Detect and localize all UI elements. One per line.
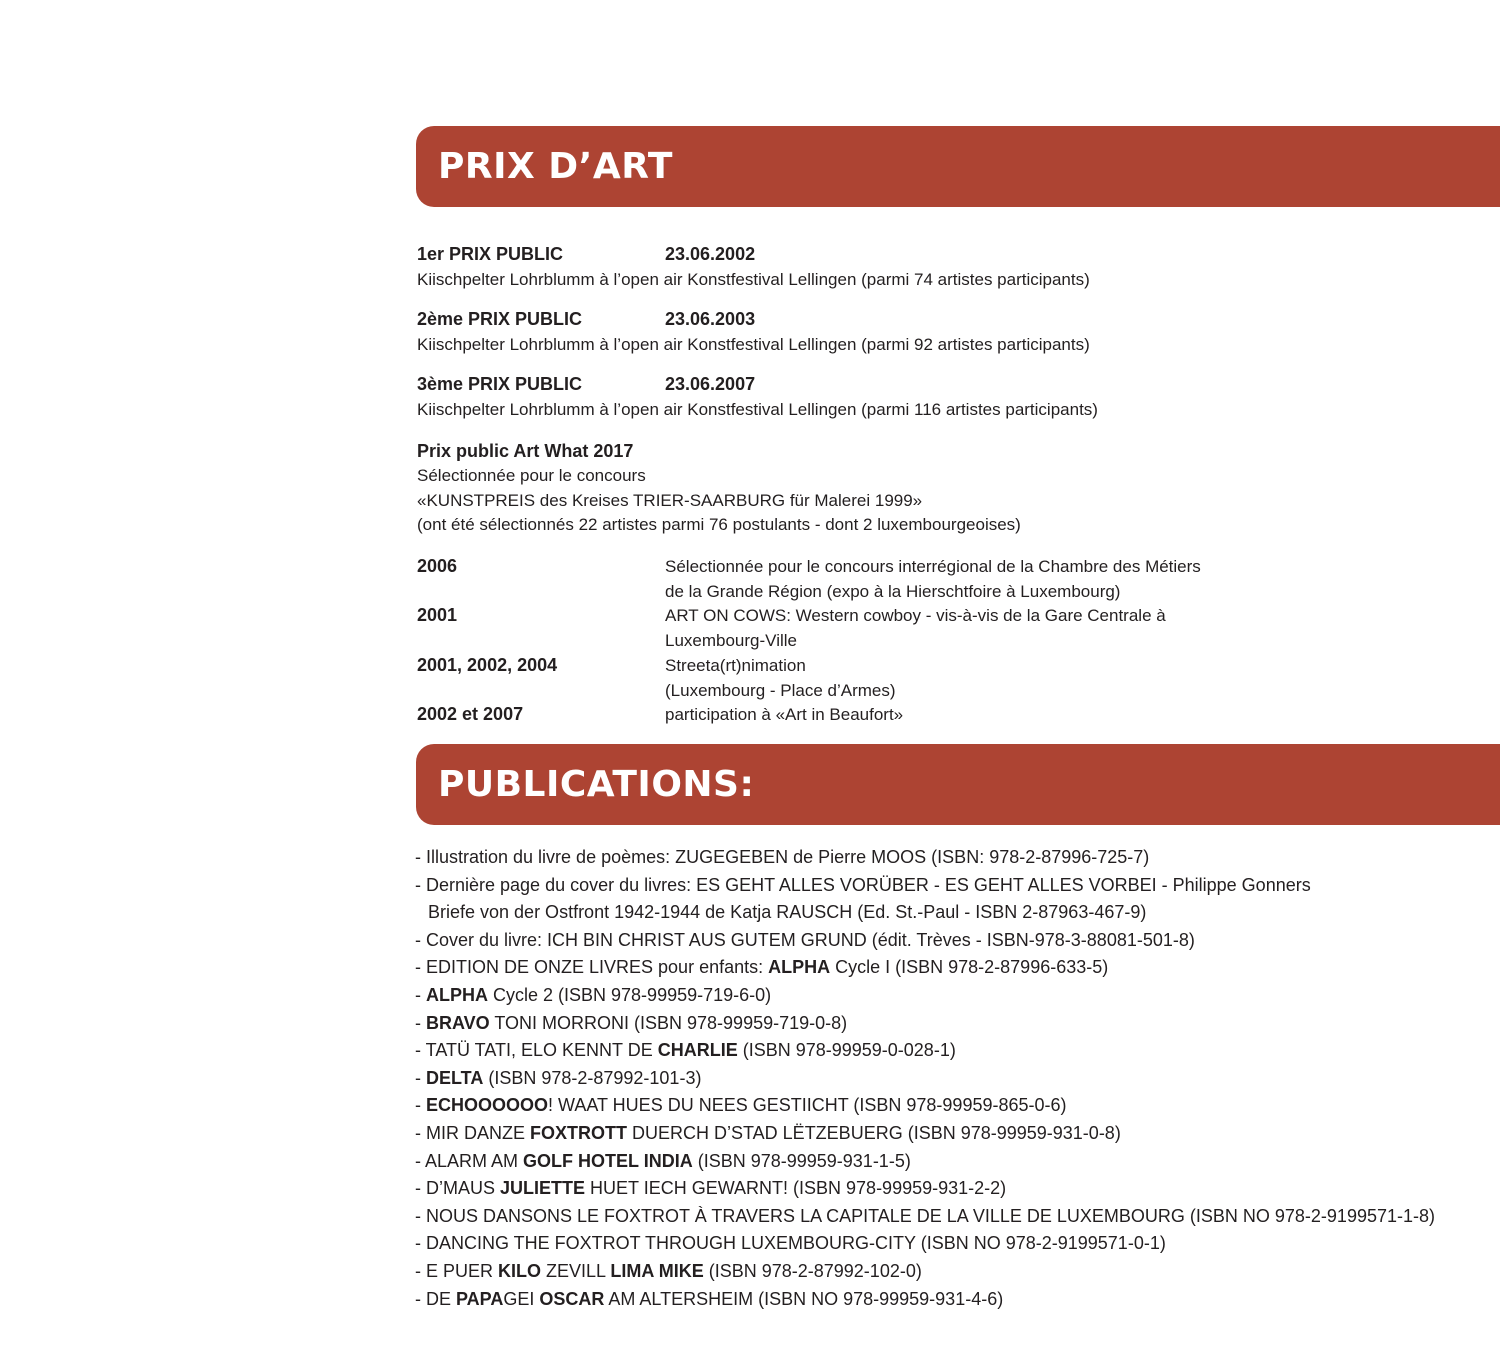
exhibition-text: Streeta(rt)nimation: [665, 656, 806, 675]
prize-description: Kiischpelter Lohrblumm à l’open air Konstfestival Lellingen (parmi 74 artistes participants): [417, 270, 1090, 289]
prize-title: 3ème PRIX PUBLIC: [417, 374, 583, 394]
art-what-block: [417, 439, 1417, 538]
art-what-line: Sélectionnée pour le concours: [417, 466, 646, 485]
publication-text: GEI: [503, 1288, 540, 1309]
publication-item: [415, 1148, 1495, 1176]
publication-title-bold: PAPA: [456, 1288, 504, 1309]
publication-item: [415, 1010, 1495, 1038]
publication-text: - Cover du livre: ICH BIN CHRIST AUS GUTEM GRUND (édit. Trèves - ISBN-978-3-88081-501-8): [415, 929, 1195, 950]
publication-item: [415, 872, 1495, 900]
publication-title-bold: ECHOOOOOO: [426, 1095, 549, 1116]
publication-text: - ALARM AM: [415, 1150, 524, 1171]
art-what-title: Prix public Art What 2017: [417, 441, 634, 461]
prize-title: 2ème PRIX PUBLIC: [417, 309, 583, 329]
art-what-line: «KUNSTPREIS des Kreises TRIER-SAARBURG für Malerei 1999»: [417, 490, 923, 510]
publication-item: [415, 1120, 1495, 1148]
publication-text: - E PUER: [415, 1260, 499, 1281]
publication-item: [415, 844, 1495, 872]
publication-text: -: [415, 984, 426, 1005]
art-what-line: (ont été sélectionnés 22 artistes parmi 76 postulants - dont 2 luxembourgeoises): [417, 515, 1021, 534]
exhibition-year: 2006: [417, 556, 458, 576]
publication-text: ZEVILL: [541, 1260, 611, 1281]
publication-title-bold: KILO: [498, 1260, 542, 1281]
prize-date: 23.06.2007: [665, 374, 756, 394]
publication-item: [415, 1203, 1495, 1231]
prize-description: Kiischpelter Lohrblumm à l’open air Konstfestival Lellingen (parmi 116 artistes participants): [417, 400, 1098, 419]
publication-title-bold: OSCAR: [539, 1288, 605, 1309]
publication-text: HUET IECH GEWARNT! (ISBN 978-99959-931-2-2): [585, 1178, 1007, 1199]
publication-item: [415, 1037, 1495, 1065]
publication-text: Briefe von der Ostfront 1942-1944 de Katja RAUSCH (Ed. St.-Paul - ISBN 2-87963-467-9): [428, 902, 1147, 923]
publication-text: -: [415, 1095, 426, 1116]
prize-entry: [417, 307, 1417, 357]
publication-text: TONI MORRONI (ISBN 978-99959-719-0-8): [489, 1012, 848, 1033]
publication-text: (ISBN 978-2-87992-102-0): [703, 1260, 922, 1281]
prize-date: 23.06.2003: [665, 309, 756, 329]
publication-item: [415, 1230, 1495, 1258]
publication-text: - DANCING THE FOXTROT THROUGH LUXEMBOURG-CITY (ISBN NO 978-2-9199571-0-1): [415, 1233, 1166, 1254]
prize-description: Kiischpelter Lohrblumm à l’open air Konstfestival Lellingen (parmi 92 artistes participants): [417, 335, 1090, 354]
exhibition-text: Luxembourg-Ville: [665, 631, 797, 650]
publication-text: DUERCH D’STAD LËTZEBUERG (ISBN 978-99959-931-0-8): [627, 1122, 1121, 1143]
exhibition-year: 2002 et 2007: [417, 704, 524, 724]
publication-text: - DE: [415, 1288, 457, 1309]
publication-text: - TATÜ TATI, ELO KENNT DE: [415, 1040, 658, 1061]
prix-dart-title: PRIX D’ART: [438, 146, 673, 187]
publication-title-bold: LIMA MIKE: [610, 1260, 704, 1281]
prize-date: 23.06.2002: [665, 244, 756, 264]
publication-item: [415, 899, 1495, 927]
exhibition-text: ART ON COWS: Western cowboy - vis-à-vis de la Gare Centrale à: [665, 606, 1166, 625]
publication-text: ! WAAT HUES DU NEES GESTIICHT (ISBN 978-99959-865-0-6): [548, 1095, 1067, 1116]
exhibition-text: Sélectionnée pour le concours interrégional de la Chambre des Métiers: [665, 557, 1201, 576]
exhibition-year: 2001, 2002, 2004: [417, 655, 558, 675]
prize-entry: [417, 372, 1417, 422]
publication-text: - Dernière page du cover du livres: ES GEHT ALLES VORÜBER - ES GEHT ALLES VORBEI - Philippe Gonners: [415, 874, 1311, 895]
publication-text: Cycle I (ISBN 978-2-87996-633-5): [830, 957, 1109, 978]
publication-title-bold: CHARLIE: [657, 1040, 738, 1061]
publication-text: - NOUS DANSONS LE FOXTROT À TRAVERS LA CAPITALE DE LA VILLE DE LUXEMBOURG (ISBN NO 978-2-9199571-1-8): [415, 1205, 1435, 1226]
publications-list: [415, 844, 1495, 1313]
publication-item: [415, 1286, 1495, 1314]
publication-text: -: [415, 1012, 426, 1033]
publication-text: (ISBN 978-99959-0-028-1): [737, 1040, 956, 1061]
publication-text: - D’MAUS: [415, 1178, 500, 1199]
publication-item: [415, 1065, 1495, 1093]
exhibition-text: (Luxembourg - Place d’Armes): [665, 681, 896, 700]
publication-title-bold: FOXTROTT: [530, 1122, 627, 1143]
exhibition-year: 2001: [417, 605, 458, 625]
publication-item: [415, 954, 1495, 982]
publication-title-bold: DELTA: [426, 1067, 484, 1088]
publication-item: [415, 927, 1495, 955]
publication-title-bold: GOLF HOTEL INDIA: [523, 1150, 693, 1171]
publication-title-bold: JULIETTE: [500, 1178, 586, 1199]
publication-item: [415, 1175, 1495, 1203]
publication-text: (ISBN 978-99959-931-1-5): [692, 1150, 911, 1171]
publications-banner: [416, 744, 1500, 825]
publication-text: AM ALTERSHEIM (ISBN NO 978-99959-931-4-6): [604, 1288, 1004, 1309]
prix-dart-banner: [416, 126, 1500, 207]
publication-title-bold: ALPHA: [426, 984, 488, 1005]
publication-title-bold: ALPHA: [768, 957, 831, 978]
publication-text: - EDITION DE ONZE LIVRES pour enfants:: [415, 957, 769, 978]
publication-item: [415, 1092, 1495, 1120]
publication-text: Cycle 2 (ISBN 978-99959-719-6-0): [488, 984, 772, 1005]
publication-item: [415, 982, 1495, 1010]
prize-entry: [417, 242, 1417, 292]
publications-title: PUBLICATIONS:: [438, 764, 755, 805]
exhibition-text: de la Grande Région (expo à la Hierschtfoire à Luxembourg): [665, 582, 1121, 601]
publication-title-bold: BRAVO: [426, 1012, 490, 1033]
publication-text: - MIR DANZE: [415, 1122, 530, 1143]
publication-text: (ISBN 978-2-87992-101-3): [483, 1067, 702, 1088]
prize-title: 1er PRIX PUBLIC: [417, 244, 564, 264]
publication-text: -: [415, 1067, 426, 1088]
exhibition-text: participation à «Art in Beaufort»: [665, 705, 904, 724]
publication-text: - Illustration du livre de poèmes: ZUGEGEBEN de Pierre MOOS (ISBN: 978-2-87996-725-7): [415, 847, 1150, 867]
publication-item: [415, 1258, 1495, 1286]
